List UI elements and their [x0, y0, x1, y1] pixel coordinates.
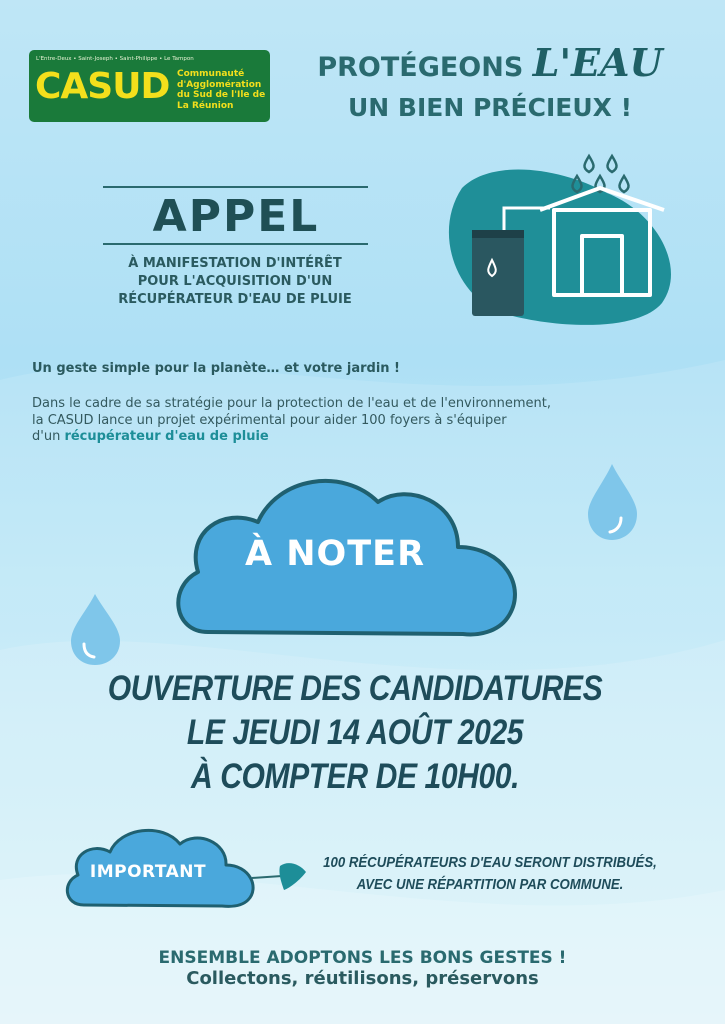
header-subtitle: UN BIEN PRÉCIEUX !: [347, 93, 633, 122]
header-title: [300, 40, 680, 85]
footer-motto: Collectons, réutilisons, préservons: [186, 968, 539, 989]
opening-line: OUVERTURE DES CANDIDATURES: [107, 669, 603, 708]
appel-title: APPEL: [152, 191, 320, 242]
water-drop-icon: [68, 592, 123, 667]
casud-logo: [29, 50, 270, 122]
house-rain-tank-icon: [432, 148, 682, 328]
tagline: Un geste simple pour la planète… et votre jardin !: [32, 361, 400, 376]
heart-arrow-icon: [250, 858, 310, 892]
footer-slogan: ENSEMBLE ADOPTONS LES BONS GESTES !: [158, 948, 567, 968]
intro-line: Dans le cadre de sa stratégie pour la protection de l'eau et de l'environnement,: [32, 396, 551, 411]
opening-announcement: [101, 667, 608, 799]
logo-towns: L'Entre-Deux • Saint-Joseph • Saint-Philippe • Le Tampon: [36, 56, 194, 62]
logo-mark: CASUD: [35, 66, 170, 107]
intro-highlight: récupérateur d'eau de pluie: [64, 429, 269, 444]
appel-subtitle-line: POUR L'ACQUISITION D'UN: [137, 274, 333, 289]
appel-subtitle: [70, 255, 400, 309]
important-text: [323, 852, 657, 896]
appel-subtitle-line: RÉCUPÉRATEUR D'EAU DE PLUIE: [118, 292, 352, 307]
intro-line: la CASUD lance un projet expérimental pour aider 100 foyers à s'équiper: [32, 412, 507, 428]
intro-paragraph: [32, 396, 702, 446]
opening-line: LE JEUDI 14 AOÛT 2025: [186, 713, 524, 752]
important-label: IMPORTANT: [89, 862, 207, 882]
note-label: À NOTER: [244, 534, 426, 574]
important-text-line: AVEC UNE RÉPARTITION PAR COMMUNE.: [356, 876, 624, 893]
logo-description: Communauté d'Agglomération du Sud de l'Ile de La Réunion: [177, 69, 266, 111]
intro-line-prefix: d'un: [32, 429, 65, 444]
opening-line: À COMPTER DE 10H00.: [190, 757, 520, 796]
water-drop-icon: [585, 462, 640, 542]
appel-rule-bottom: [103, 243, 368, 245]
appel-rule-top: [103, 186, 368, 188]
header-prefix: PROTÉGEONS: [317, 52, 533, 83]
intro-line: [32, 429, 702, 446]
header-accent: L'EAU: [532, 40, 663, 85]
important-text-line: 100 RÉCUPÉRATEURS D'EAU SERONT DISTRIBUÉS,: [323, 854, 657, 871]
appel-subtitle-line: À MANIFESTATION D'INTÉRÊT: [128, 256, 342, 271]
